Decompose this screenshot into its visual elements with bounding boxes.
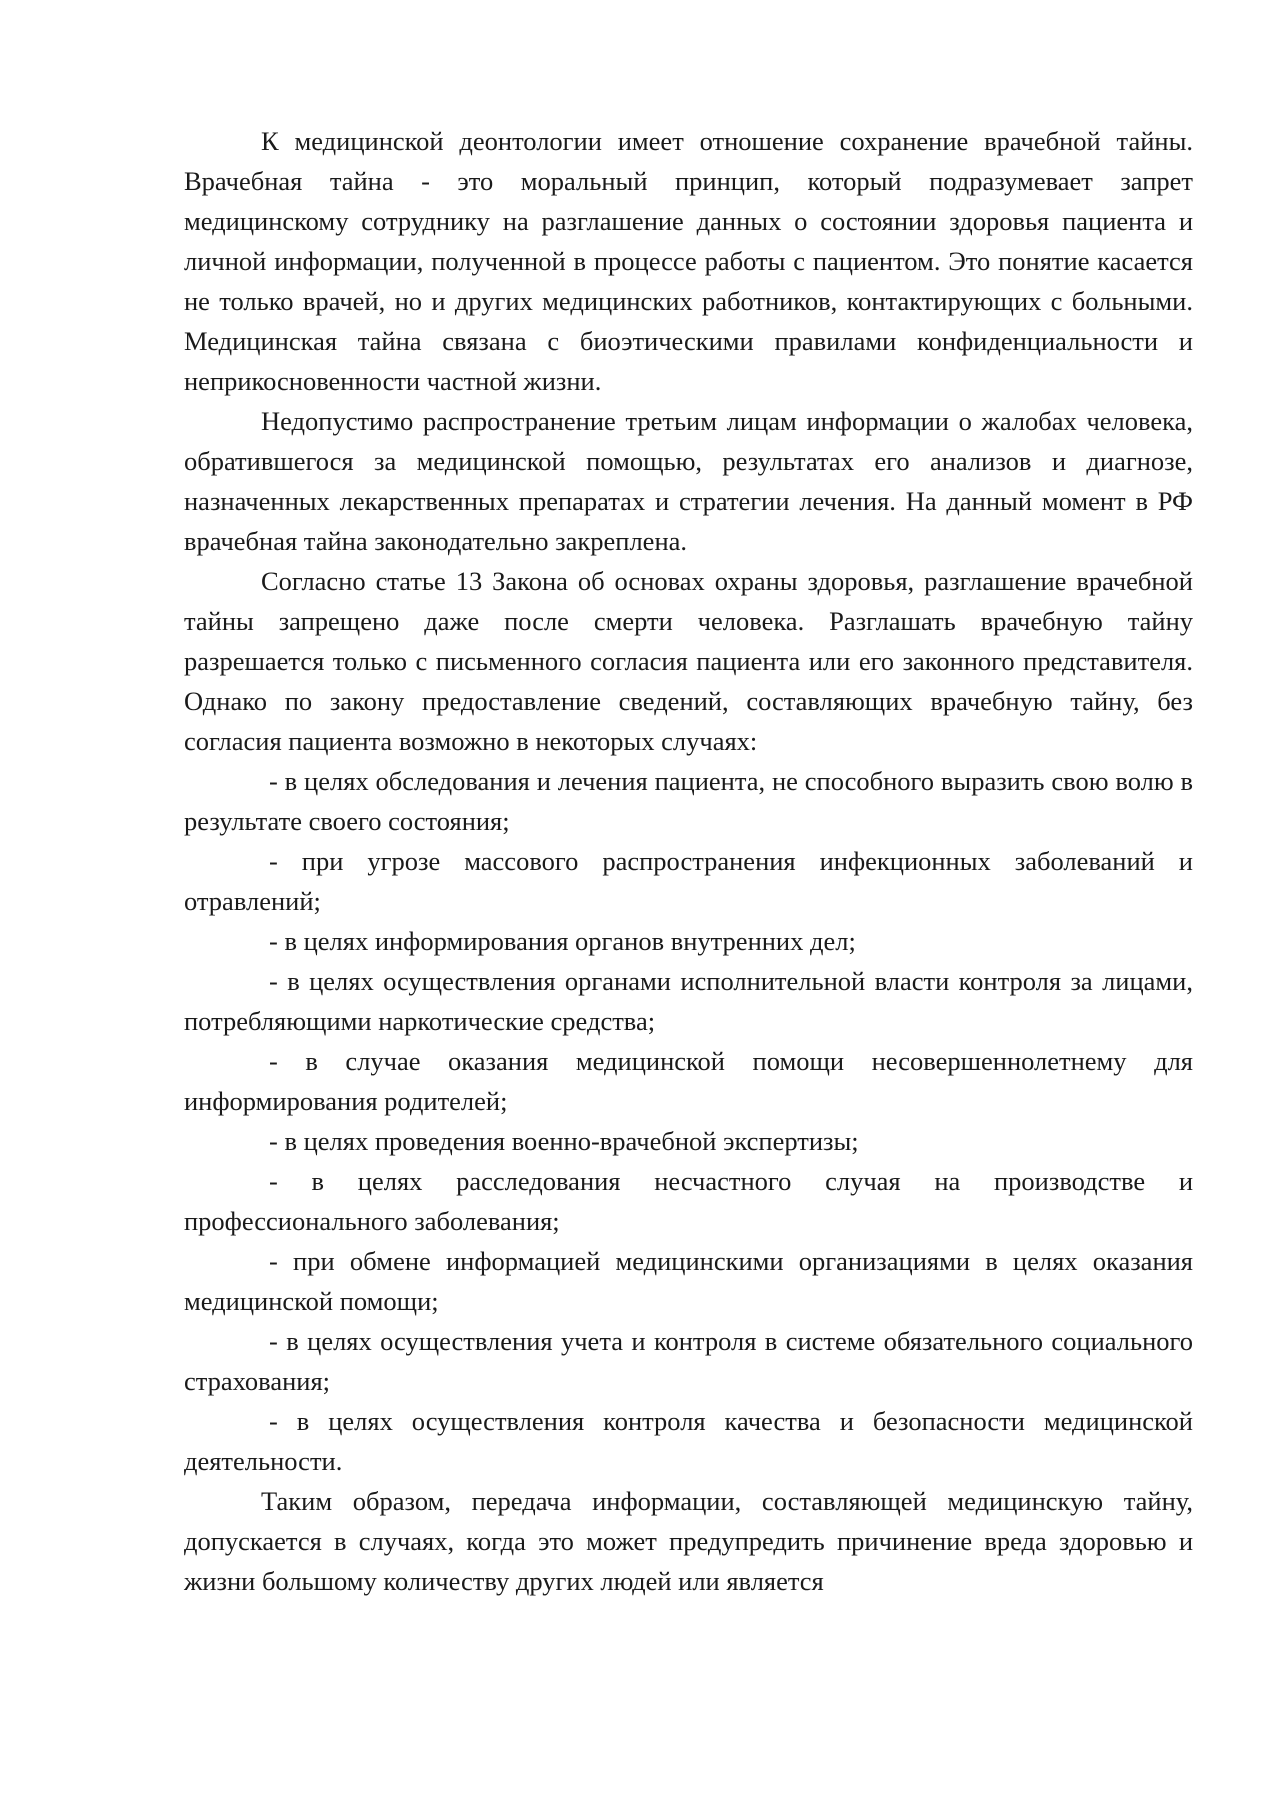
paragraph-conclusion: Таким образом, передача информации, составляющей медицинскую тайну, допускается в случаях, когда это может предупредить причинение вреда здоровью и жизни большому количеству других людей или является [184, 1486, 1193, 1596]
document-body [184, 121, 1193, 1601]
list-item: - в целях осуществления органами исполнительной власти контроля за лицами, потребляющими наркотические средства; [184, 966, 1193, 1036]
list-item: - в целях информирования органов внутренних дел; [269, 926, 856, 956]
paragraph-article-13: Согласно статье 13 Закона об основах охраны здоровья, разглашение врачебной тайны запрещено даже после смерти человека. Разглашать врачебную тайну разрешается только с письменного согласия пациента или его законного представителя. Однако по закону предоставление сведений, составляющих врачебную тайну, без согласия пациента возможно в некоторых случаях: [184, 566, 1193, 756]
paragraph-prohibited-disclosure: Недопустимо распространение третьим лицам информации о жалобах человека, обратившегося за медицинской помощью, результатах его анализов и диагнозе, назначенных лекарственных препаратах и стратегии лечения. На данный момент в РФ врачебная тайна законодательно закреплена. [184, 406, 1193, 556]
list-item: - в целях проведения военно-врачебной экспертизы; [269, 1126, 859, 1156]
paragraph-medical-secrecy: К медицинской деонтологии имеет отношение сохранение врачебной тайны. Врачебная тайна - это моральный принцип, который подразумевает запрет медицинскому сотруднику на разглашение данных о состоянии здоровья пациента и личной информации, полученной в процессе работы с пациентом. Это понятие касается не только врачей, но и других медицинских работников, контактирующих с больными. Медицинская тайна связана с биоэтическими правилами конфиденциальности и неприкосновенности частной жизни. [184, 126, 1193, 396]
list-item: - в целях осуществления контроля качества и безопасности медицинской деятельности. [184, 1406, 1193, 1476]
list-item: - при обмене информацией медицинскими организациями в целях оказания медицинской помощи; [184, 1246, 1193, 1316]
list-item: - в случае оказания медицинской помощи несовершеннолетнему для информирования родителей; [184, 1046, 1193, 1116]
list-item: - в целях обследования и лечения пациента, не способного выразить свою волю в результате своего состояния; [184, 766, 1193, 836]
list-item: - в целях осуществления учета и контроля в системе обязательного социального страхования; [184, 1326, 1193, 1396]
list-item: - при угрозе массового распространения инфекционных заболеваний и отравлений; [184, 846, 1193, 916]
list-item: - в целях расследования несчастного случая на производстве и профессионального заболевания; [184, 1166, 1193, 1236]
